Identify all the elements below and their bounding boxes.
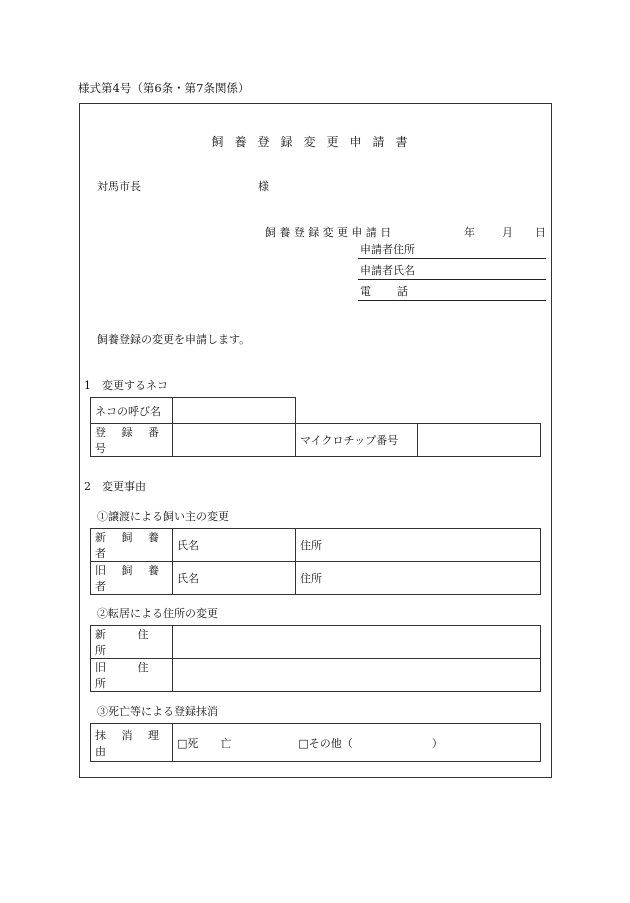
new-address-field[interactable] — [173, 626, 541, 659]
applicant-name-label: 申請者氏名 — [360, 264, 415, 277]
cancel-reason-label: 抹 消 理 由 — [91, 724, 173, 762]
date-year[interactable]: 年 — [464, 226, 475, 239]
cat-reg-table — [90, 423, 541, 457]
section1-heading: 1 変更するネコ — [84, 379, 168, 392]
honorific: 様 — [258, 180, 269, 193]
microchip-label: マイクロチップ番号 — [296, 424, 418, 457]
applicant-phone-label: 電話 — [360, 285, 434, 298]
applicant-name-field[interactable] — [358, 264, 546, 280]
old-address-label: 旧 住 所 — [91, 659, 173, 692]
other-close-paren: ） — [431, 736, 443, 750]
transfer-heading: ①譲渡による飼い主の変更 — [97, 510, 229, 523]
form-title: 飼養登録変更申請書 — [211, 135, 419, 149]
cat-name-field[interactable] — [173, 398, 296, 424]
form-number: 様式第4号（第6条・第7条関係） — [78, 81, 250, 95]
application-date-label: 飼養登録変更申請日 — [265, 226, 395, 239]
section2-heading: 2 変更事由 — [84, 480, 146, 493]
new-owner-label: 新 飼 養 者 — [91, 529, 173, 562]
old-owner-address-label: 住所 — [300, 572, 322, 585]
date-day[interactable]: 日 — [535, 226, 546, 239]
request-statement: 飼養登録の変更を申請します。 — [97, 333, 251, 346]
applicant-address-label: 申請者住所 — [360, 243, 415, 256]
reg-no-field[interactable] — [173, 424, 296, 457]
old-owner-name-label: 氏名 — [177, 572, 199, 585]
relocation-table — [90, 625, 541, 692]
cat-name-label: ネコの呼び名 — [91, 398, 173, 424]
death-checkbox[interactable]: □死 亡 — [177, 736, 232, 750]
cancel-reason-field — [173, 724, 541, 762]
old-owner-name-field[interactable] — [173, 562, 296, 595]
relocation-heading: ②転居による住所の変更 — [97, 607, 218, 620]
new-owner-address-label: 住所 — [300, 539, 322, 552]
applicant-phone-field[interactable] — [358, 285, 546, 301]
spacer — [296, 398, 541, 424]
reg-no-label: 登 録 番 号 — [91, 424, 173, 457]
date-month[interactable]: 月 — [502, 226, 513, 239]
old-address-field[interactable] — [173, 659, 541, 692]
cat-info-table — [90, 397, 541, 424]
new-owner-name-field[interactable] — [173, 529, 296, 562]
addressee: 対馬市長 — [97, 180, 141, 193]
new-address-label: 新 住 所 — [91, 626, 173, 659]
transfer-table — [90, 528, 541, 595]
cancellation-table — [90, 723, 541, 762]
new-owner-address-field[interactable] — [296, 529, 541, 562]
cancellation-heading: ③死亡等による登録抹消 — [97, 705, 218, 718]
microchip-field[interactable] — [418, 424, 541, 457]
old-owner-label: 旧 飼 養 者 — [91, 562, 173, 595]
old-owner-address-field[interactable] — [296, 562, 541, 595]
new-owner-name-label: 氏名 — [177, 539, 199, 552]
other-checkbox[interactable]: □その他（ — [298, 736, 353, 750]
applicant-address-field[interactable] — [358, 243, 546, 259]
